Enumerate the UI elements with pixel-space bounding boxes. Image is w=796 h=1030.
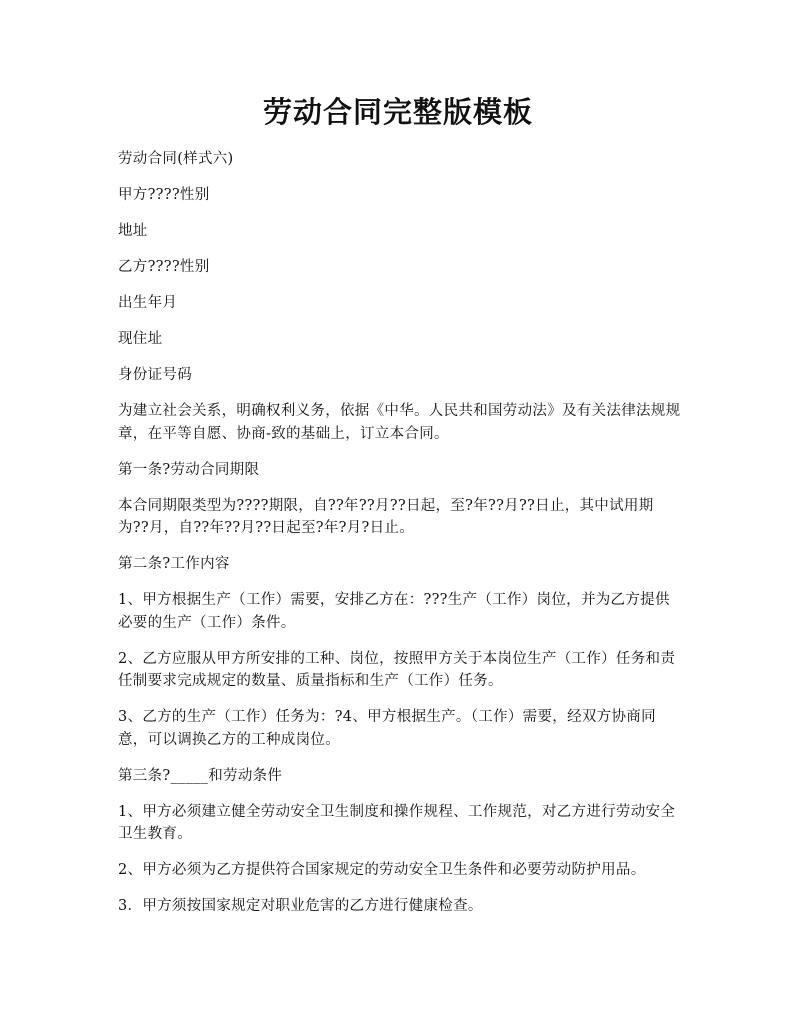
paragraph-address: 地址 [118, 223, 148, 239]
paragraph-article-2-item-1: 1、甲方根据生产（工作）需要，安排乙方在：???生产（工作）岗位，并为乙方提供必要的生产（工作）条件。 [118, 592, 670, 631]
paragraph-birth-date: 出生年月 [118, 295, 178, 311]
paragraph-preamble: 为建立社会关系，明确权利义务，依据《中华。人民共和国劳动法》及有关法律法规规章，在平等自愿、协商-致的基础上，订立本合同。 [118, 403, 681, 442]
paragraph-article-3-heading: 第三条?_____和劳动条件 [118, 767, 283, 784]
document-title: 劳动合同完整版模板 [262, 95, 533, 129]
paragraph-contract-style: 劳动合同(样式六) [118, 151, 234, 167]
paragraph-current-address: 现住址 [118, 331, 163, 347]
paragraph-id-number: 身份证号码 [118, 367, 192, 383]
paragraph-article-1-heading: 第一条?劳动合同期限 [118, 461, 260, 478]
paragraph-article-2-item-2: 2、乙方应服从甲方所安排的工种、岗位，按照甲方关于本岗位生产（工作）任务和责任制要求完成规定的数量、质量指标和生产（工作）任务。 [118, 650, 676, 689]
paragraph-article-3-item-2: 2、甲方必须为乙方提供符合国家规定的劳动安全卫生条件和必要劳动防护用品。 [118, 862, 646, 878]
paragraph-party-a: 甲方????性别 [118, 187, 210, 203]
paragraph-article-2-heading: 第二条?工作内容 [118, 556, 230, 572]
paragraph-article-1-term: 本合同期限类型为????期限，自??年??月??日起，至?年??月??日止，其中试用期为??月，自??年??月??日起至?年?月?日止。 [118, 497, 654, 536]
paragraph-article-2-item-3: 3、乙方的生产（工作）任务为：?4、甲方根据生产。（工作）需要，经双方协商同意，可以调换乙方的工种成岗位。 [118, 709, 656, 748]
document-body [118, 148, 684, 931]
paragraph-article-3-item-1: 1、甲方必须建立健全劳动安全卫生制度和操作规程、工作规范，对乙方进行劳动安全卫生教育。 [118, 803, 676, 842]
paragraph-article-3-item-3: 3．甲方须按国家规定对职业危害的乙方进行健康检查。 [118, 898, 483, 914]
paragraph-party-b: 乙方????性别 [118, 259, 210, 275]
